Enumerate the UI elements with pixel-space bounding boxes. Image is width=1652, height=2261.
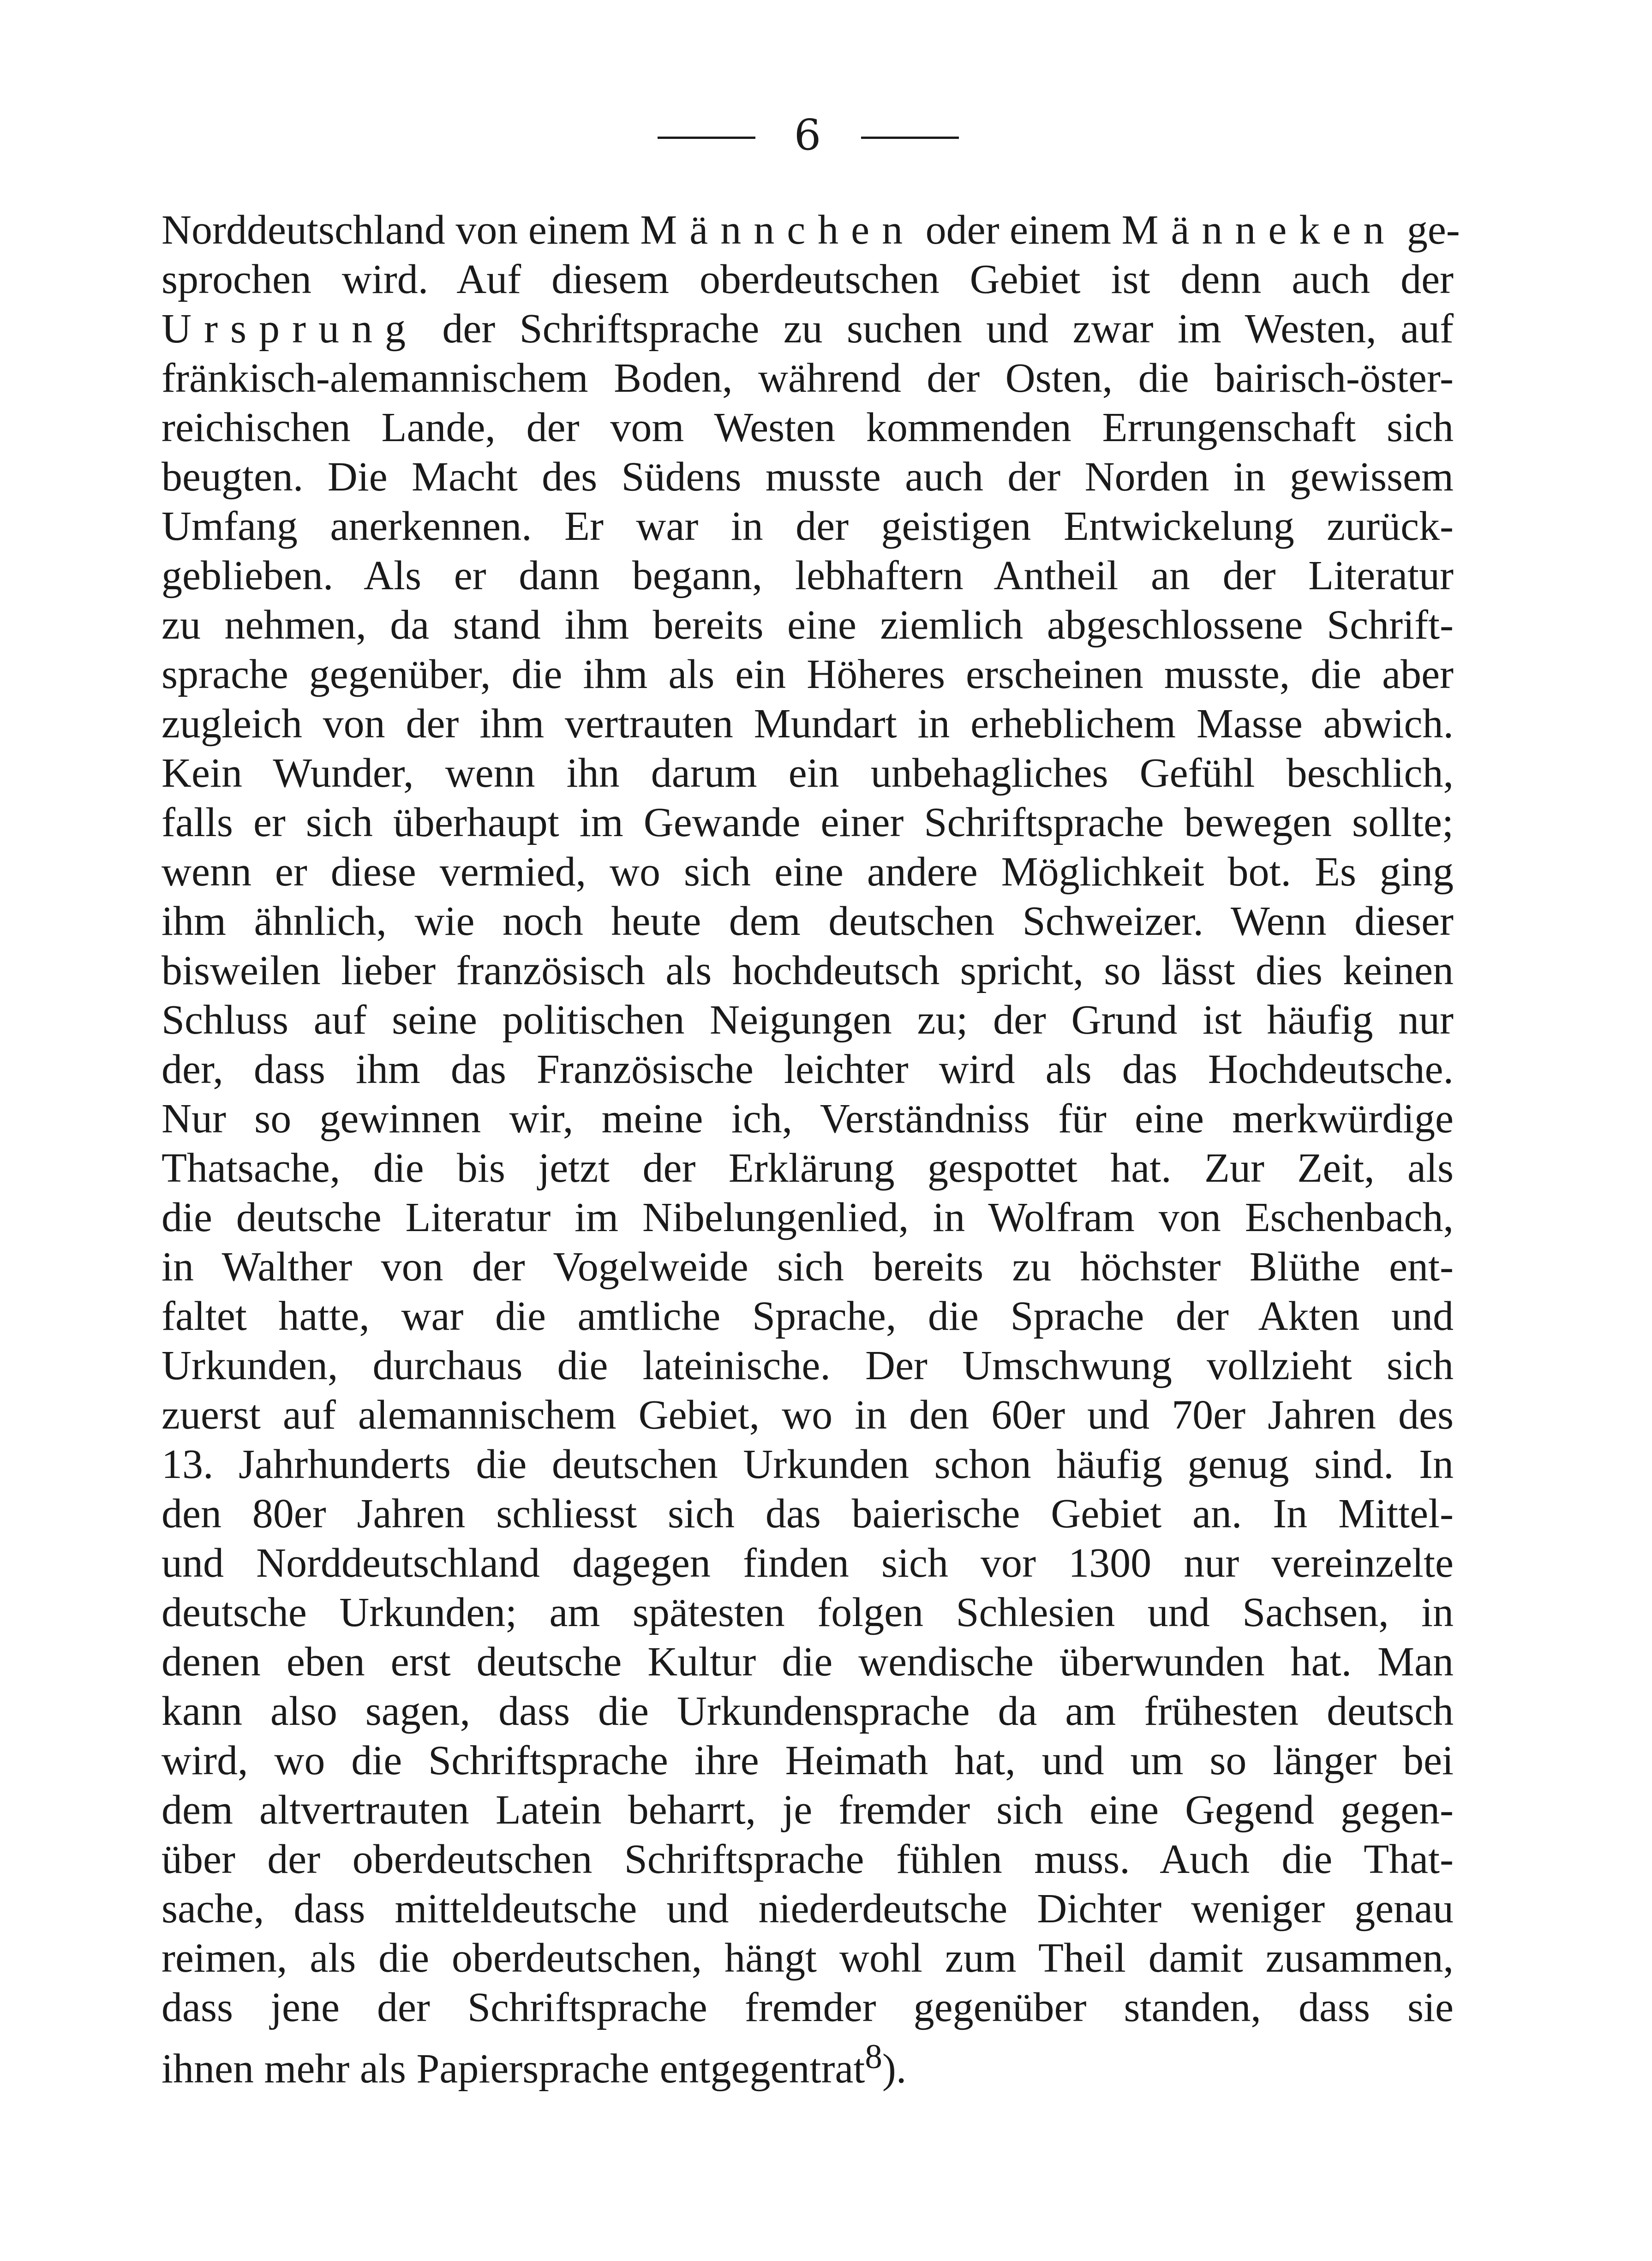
text-line: fränkisch-alemannischem Boden, während der Osten, die bairisch-öster- xyxy=(162,355,1454,401)
text-line: zuerst auf alemannischem Gebiet, wo in den 60er und 70er Jahren des xyxy=(162,1392,1454,1438)
text-line: beugten. Die Macht des Südens musste auch der Norden in gewissem xyxy=(162,454,1454,500)
text-line: bisweilen lieber französisch als hochdeutsch spricht, so lässt dies keinen xyxy=(162,948,1454,993)
text-line: denen eben erst deutsche Kultur die wendische überwunden hat. Man xyxy=(162,1639,1454,1685)
text-line: in Walther von der Vogelweide sich bereits zu höchster Blüthe ent- xyxy=(162,1244,1454,1290)
text-line: dem altvertrauten Latein beharrt, je fremder sich eine Gegend gegen- xyxy=(162,1787,1454,1833)
text-line: Schluss auf seine politischen Neigungen zu; der Grund ist häufig nur xyxy=(162,997,1454,1043)
text-line: Nur so gewinnen wir, meine ich, Verständniss für eine merkwürdige xyxy=(162,1096,1454,1142)
page-number: 6 xyxy=(794,110,821,160)
text-line: Thatsache, die bis jetzt der Erklärung gespottet hat. Zur Zeit, als xyxy=(162,1145,1454,1191)
text-line: wird, wo die Schriftsprache ihre Heimath hat, und um so länger bei xyxy=(162,1738,1454,1783)
text-line: wenn er diese vermied, wo sich eine andere Möglichkeit bot. Es ging xyxy=(162,849,1454,895)
text-line: falls er sich überhaupt im Gewande einer Schriftsprache bewegen sollte; xyxy=(162,800,1454,845)
text-line: und Norddeutschland dagegen finden sich vor 1300 nur vereinzelte xyxy=(162,1540,1454,1586)
text-line: geblieben. Als er dann begann, lebhaftern Antheil an der Literatur xyxy=(162,553,1454,598)
body-text xyxy=(162,205,1460,2092)
page-header xyxy=(0,110,1652,161)
text-line: Urkunden, durchaus die lateinische. Der Umschwung vollzieht sich xyxy=(162,1343,1454,1388)
text-line: faltet hatte, war die amtliche Sprache, die Sprache der Akten und xyxy=(162,1293,1454,1339)
text-line: Norddeutschland von einem Männchen oder einem Männeken ge- xyxy=(162,207,1460,253)
text-line: sache, dass mitteldeutsche und niederdeutsche Dichter weniger genau xyxy=(162,1886,1454,1932)
text-line: über der oberdeutschen Schriftsprache fühlen muss. Auch die That- xyxy=(162,1836,1454,1882)
text-line: reimen, als die oberdeutschen, hängt wohl zum Theil damit zusammen, xyxy=(162,1935,1454,1981)
text-line: die deutsche Literatur im Nibelungenlied, in Wolfram von Eschenbach, xyxy=(162,1195,1454,1240)
header-rule-right xyxy=(861,137,959,139)
text-line: Umfang anerkennen. Er war in der geistigen Entwickelung zurück- xyxy=(162,503,1454,549)
footnote-marker: 8 xyxy=(865,2038,882,2076)
text-line: den 80er Jahren schliesst sich das baierische Gebiet an. In Mittel- xyxy=(162,1491,1454,1537)
text-line: dass jene der Schriftsprache fremder gegenüber standen, dass sie xyxy=(162,1985,1454,2030)
text-line: ihnen mehr als Papiersprache entgegentrat$^8$). xyxy=(162,2038,907,2092)
text-line: sprache gegenüber, die ihm als ein Höheres erscheinen musste, die aber xyxy=(162,652,1454,697)
text-line: zugleich von der ihm vertrauten Mundart in erheblichem Masse abwich. xyxy=(162,701,1454,747)
header-rule-left xyxy=(658,137,755,139)
text-line: Ursprung der Schriftsprache zu suchen und zwar im Westen, auf xyxy=(162,306,1454,352)
text-line: reichischen Lande, der vom Westen kommenden Errungenschaft sich xyxy=(162,405,1454,450)
text-line: deutsche Urkunden; am spätesten folgen Schlesien und Sachsen, in xyxy=(162,1590,1454,1635)
text-line: 13. Jahrhunderts die deutschen Urkunden schon häufig genug sind. In xyxy=(162,1442,1454,1487)
text-line: ihm ähnlich, wie noch heute dem deutschen Schweizer. Wenn dieser xyxy=(162,898,1454,944)
text-line: Kein Wunder, wenn ihn darum ein unbehagliches Gefühl beschlich, xyxy=(162,750,1454,796)
text-line: zu nehmen, da stand ihm bereits eine ziemlich abgeschlossene Schrift- xyxy=(162,602,1454,648)
text-line: der, dass ihm das Französische leichter wird als das Hochdeutsche. xyxy=(162,1047,1454,1092)
text-line: sprochen wird. Auf diesem oberdeutschen Gebiet ist denn auch der xyxy=(162,257,1454,302)
text-line: kann also sagen, dass die Urkundensprache da am frühesten deutsch xyxy=(162,1688,1454,1734)
